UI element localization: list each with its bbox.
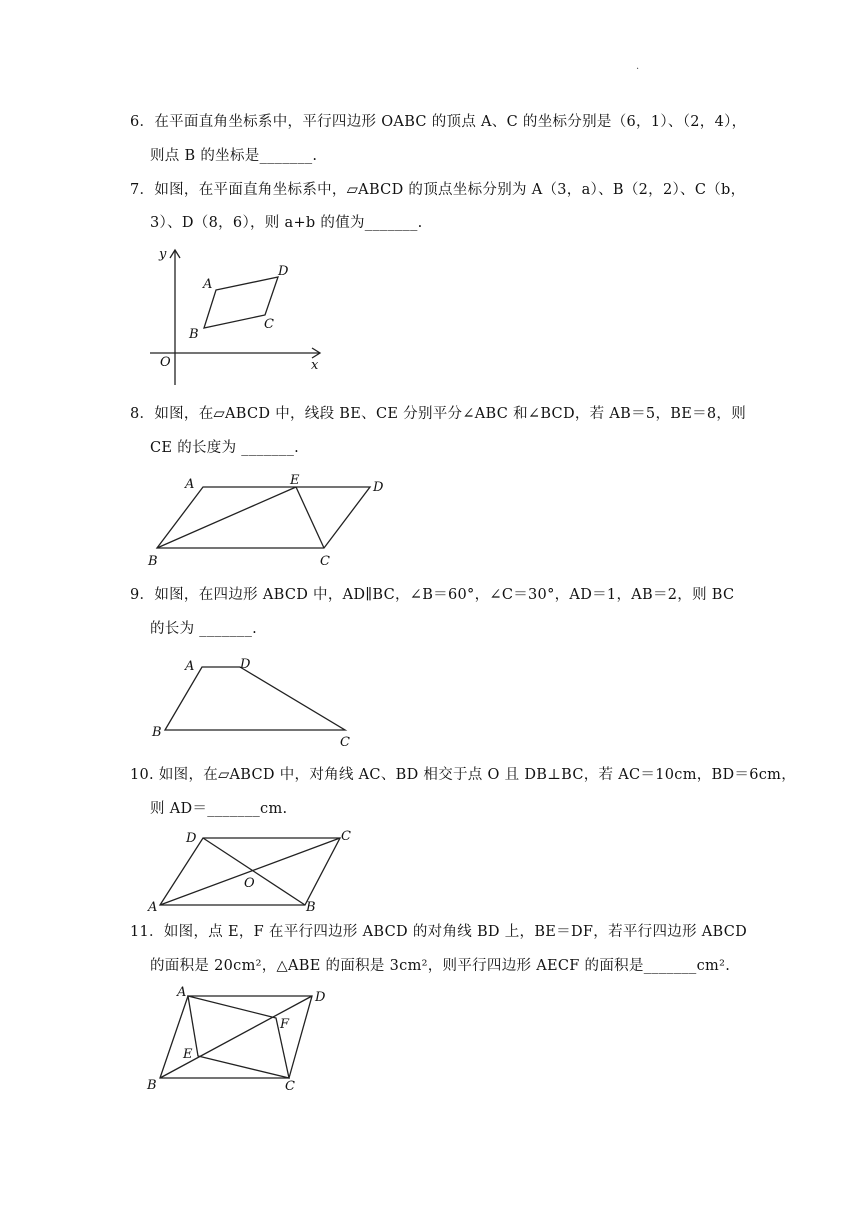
question-10-figure [140,823,370,918]
parallelogram-aecf [188,996,289,1078]
diagonal-ac [160,838,340,905]
point-a-label: A [177,985,187,1000]
question-7-figure [140,240,340,375]
question-7-line-1: 7．如图，在平面直角坐标系中，▱ABCD 的顶点坐标分别为 A（3，a）、B（2，2）、C（b， [130,182,746,198]
point-d-label: D [373,480,384,495]
diagonal-bd [203,838,305,905]
point-d-label: D [240,657,251,672]
point-e-label: E [290,473,300,488]
question-9-line-1: 9．如图，在四边形 ABCD 中，AD∥BC，∠B＝60°，∠C＝30°，AD＝1，AB＝2，则 BC [130,587,735,603]
point-c-label: C [341,829,351,844]
point-a-label: A [185,659,195,674]
question-11-figure [140,983,360,1093]
point-b-label: B [189,327,199,342]
point-e-label: E [183,1047,193,1062]
segment-ce [296,487,324,548]
point-d-label: D [315,990,326,1005]
point-c-label: C [320,554,330,569]
question-11-line-2: 的面积是 20cm²，△ABE 的面积是 3cm²，则平行四边形 AECF 的面积是_______cm². [150,958,731,974]
point-a-label: A [185,477,195,492]
x-axis-label: x [311,358,319,373]
point-c-label: C [340,735,350,750]
question-11-line-1: 11．如图，点 E，F 在平行四边形 ABCD 的对角线 BD 上，BE＝DF，若平行四边形 ABCD [130,924,748,940]
point-d-label: D [278,264,289,279]
y-axis-label: y [159,247,167,262]
header-mark: · [636,64,640,75]
origin-label: O [160,355,171,370]
point-b-label: B [148,554,158,569]
question-6-line-2: 则点 B 的坐标是_______. [150,148,318,164]
point-d-label: D [186,831,197,846]
point-c-label: C [264,317,274,332]
question-8-figure [140,470,400,570]
point-a-label: A [203,277,213,292]
question-6-line-1: 6．在平面直角坐标系中，平行四边形 OABC 的顶点 A、C 的坐标分别是（6，1）、（2，4）， [130,114,747,130]
question-7-line-2: 3）、D（8，6），则 a+b 的值为_______. [150,215,423,231]
point-o-label: O [244,876,255,891]
parallelogram-abcd [157,487,370,548]
point-c-label: C [285,1079,295,1094]
point-b-label: B [306,900,316,915]
question-8-line-2: CE 的长度为 _______. [150,440,300,456]
point-f-label: F [280,1017,290,1032]
point-a-label: A [148,900,158,915]
point-b-label: B [152,725,162,740]
segment-be [157,487,296,548]
question-10-line-2: 则 AD＝_______cm. [150,801,288,817]
question-9-figure [140,650,370,750]
question-9-line-2: 的长为 _______. [150,621,258,637]
quadrilateral-abcd [165,667,345,730]
question-8-line-1: 8．如图，在▱ABCD 中，线段 BE、CE 分别平分∠ABC 和∠BCD，若 AB＝5，BE＝8，则 [130,406,747,422]
question-10-line-1: 10. 如图，在▱ABCD 中，对角线 AC、BD 相交于点 O 且 DB⊥BC，若 AC＝10cm，BD＝6cm， [130,767,797,783]
point-b-label: B [147,1078,157,1093]
